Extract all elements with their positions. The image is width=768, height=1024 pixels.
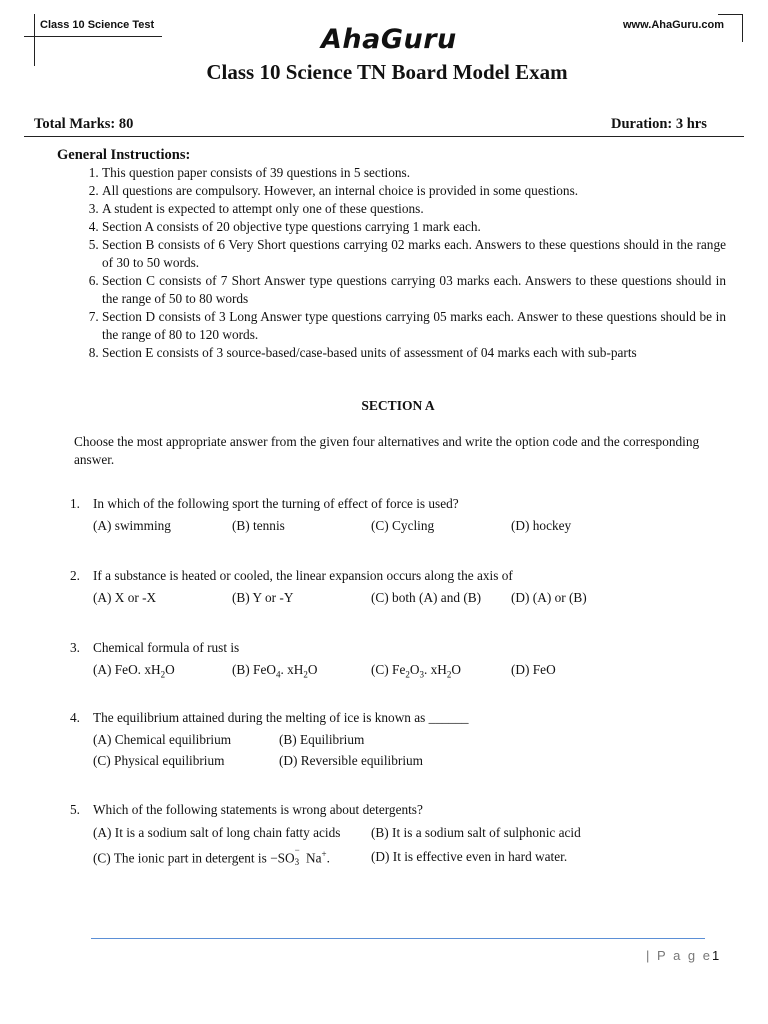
option-b-text: (B) FeO	[232, 662, 276, 677]
formula-part: O	[409, 662, 420, 677]
option-b: (B) Y or -Y	[232, 590, 294, 605]
header-right-label: www.AhaGuru.com	[623, 19, 725, 31]
page-separator: |	[646, 948, 652, 963]
corner-mark-right-horizontal	[718, 14, 743, 15]
corner-mark-left-horizontal	[24, 36, 162, 37]
superscript: +	[321, 849, 327, 859]
option-c-text: (C) Fe	[371, 662, 406, 677]
page-title: Class 10 Science TN Board Model Exam	[206, 60, 568, 84]
instruction-item: 7. Section D consists of 3 Long Answer type questions carrying 05 marks each. Answer to these questions should be in the range of 80 to 120 words.	[102, 308, 726, 344]
subscript: 4	[275, 669, 281, 680]
duration: Duration: 3 hrs	[611, 116, 707, 132]
total-marks: Total Marks: 80	[34, 116, 134, 132]
option-c	[93, 845, 330, 868]
corner-mark-left-vertical	[34, 14, 35, 66]
question-text: In which of the following sport the turning of effect of force is used?	[93, 496, 459, 511]
subscript: 3	[294, 857, 300, 868]
instructions-list	[80, 164, 726, 362]
option-b: (B) Equilibrium	[279, 732, 365, 747]
instruction-item: 6. Section C consists of 7 Short Answer type questions carrying 03 marks each. Answers to these questions should in the range of 50 to 80 words	[102, 272, 726, 308]
ahaguru-logo: AhaGuru	[321, 24, 457, 55]
option-c	[371, 662, 461, 680]
option-b: (B) tennis	[232, 518, 285, 533]
option-d: (D) (A) or (B)	[511, 590, 587, 605]
question-number: 2.	[70, 568, 80, 583]
section-a-intro: Choose the most appropriate answer from the given four alternatives and write the option code and the corresponding answer.	[74, 434, 700, 467]
instructions-heading: General Instructions:	[57, 147, 191, 163]
option-b: (B) It is a sodium salt of sulphonic acid	[371, 825, 581, 840]
instruction-item: 5. Section B consists of 6 Very Short questions carrying 02 marks each. Answers to these questions should in the range of 30 to 50 words.	[102, 236, 726, 272]
instruction-item: 8. Section E consists of 3 source-based/case-based units of assessment of 04 marks each with sub-parts	[102, 344, 726, 362]
option-a: (A) Chemical equilibrium	[93, 732, 232, 747]
option-a: (A) swimming	[93, 518, 171, 533]
footer-divider	[91, 938, 705, 939]
corner-mark-right-vertical	[742, 14, 743, 42]
option-a	[93, 662, 175, 680]
option-c-text: (C) The ionic part in detergent is	[93, 850, 267, 866]
formula-part: Na	[302, 850, 322, 866]
formula-part: O	[307, 662, 318, 677]
question-text: Chemical formula of rust is	[93, 640, 240, 655]
subscript: 2	[303, 669, 308, 680]
question-number: 1.	[70, 496, 80, 511]
question-number: 5.	[70, 802, 80, 817]
instruction-item: 4. Section A consists of 20 objective type questions carrying 1 mark each.	[102, 218, 726, 236]
option-a: (A) It is a sodium salt of long chain fatty acids	[93, 825, 341, 840]
formula-part: −SO	[266, 850, 295, 866]
instruction-item: 3. A student is expected to attempt only one of these questions.	[102, 200, 726, 218]
question-text: The equilibrium attained during the melting of ice is known as ______	[93, 710, 469, 725]
option-d: (D) Reversible equilibrium	[279, 753, 424, 768]
instruction-item: 1. This question paper consists of 39 questions in 5 sections.	[102, 164, 726, 182]
section-a-heading: SECTION A	[361, 398, 435, 413]
question-text: Which of the following statements is wrong about detergents?	[93, 802, 423, 817]
question-number: 3.	[70, 640, 80, 655]
subscript: 2	[160, 669, 166, 680]
question-number: 4.	[70, 710, 80, 725]
option-c: (C) both (A) and (B)	[371, 590, 482, 605]
question-text: If a substance is heated or cooled, the linear expansion occurs along the axis of	[93, 568, 513, 583]
subscript: 2	[446, 669, 452, 680]
subscript: 2	[405, 669, 410, 680]
header-left-label: Class 10 Science Test	[40, 19, 155, 31]
superscript: −	[294, 845, 300, 856]
option-a-text: (A) FeO. xH	[93, 662, 161, 677]
page-num: 1	[711, 948, 720, 963]
option-d: (D) FeO	[511, 662, 556, 677]
formula-part: O	[451, 662, 461, 677]
option-d: (D) hockey	[511, 518, 572, 533]
instruction-item: 2. All questions are compulsory. However, an internal choice is provided in some questions.	[102, 182, 726, 200]
option-b	[232, 662, 317, 680]
formula-part: .	[326, 850, 330, 866]
option-c: (C) Cycling	[371, 518, 435, 533]
option-c: (C) Physical equilibrium	[93, 753, 225, 768]
header-divider	[24, 136, 744, 137]
option-d: (D) It is effective even in hard water.	[371, 849, 568, 864]
option-a: (A) X or -X	[93, 590, 157, 605]
formula-part: O	[165, 662, 175, 677]
formula-part: . xH	[280, 662, 304, 677]
page-word: P a g e	[657, 948, 712, 963]
page-number	[646, 948, 719, 963]
subscript: 3	[419, 669, 424, 680]
formula-part: . xH	[423, 662, 447, 677]
